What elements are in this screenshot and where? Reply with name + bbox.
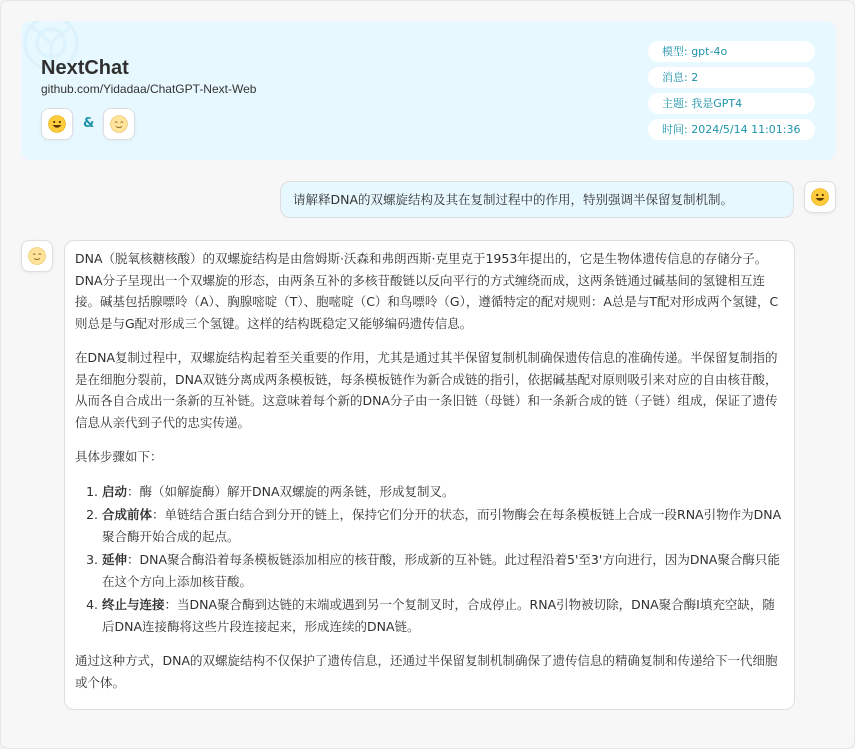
app-subtitle-link[interactable]: github.com/Yidadaa/ChatGPT-Next-Web	[41, 82, 257, 96]
grinning-face-icon	[811, 188, 829, 206]
steps-list	[75, 481, 784, 638]
smiling-face-icon	[28, 247, 46, 265]
step-label: 启动	[102, 483, 128, 499]
chat-header	[21, 21, 836, 160]
user-avatar-button[interactable]	[41, 108, 73, 140]
bot-conclusion: 通过这种方式，DNA的双螺旋结构不仅保护了遗传信息，还通过半保留复制机制确保了遗传信息的精确复制和传递给下一代细胞或个体。	[75, 653, 778, 690]
step-text: ：当DNA聚合酶到达链的末端或遇到另一个复制叉时，合成停止。RNA引物被切除，DNA聚合酶I填充空缺，随后DNA连接酶将这些片段连接起来，形成连续的DNA链。	[102, 597, 775, 634]
app-title: NextChat	[41, 57, 129, 79]
step-text: ：酶（如解旋酶）解开DNA双螺旋的两条链，形成复制叉。	[127, 483, 455, 499]
step-item	[102, 504, 784, 547]
bot-steps-intro: 具体步骤如下：	[75, 449, 163, 464]
user-message-avatar	[804, 181, 836, 213]
step-text: ：单链结合蛋白结合到分开的链上，保持它们分开的状态，而引物酶会在每条模板链上合成一段RNA引物作为DNA聚合酶开始合成的起点。	[102, 507, 782, 544]
ampersand-separator: &	[83, 116, 95, 131]
bot-paragraph-structure: DNA（脱氧核糖核酸）的双螺旋结构是由詹姆斯·沃森和弗朗西斯·克里克于1953年提出的，它是生物体遗传信息的存储分子。DNA分子呈现出一个双螺旋的形态，由两条互补的多核苷酸链以反向平行的方式缠绕而成，这两条链通过碱基间的氢键相互连接。碱基包括腺嘌呤（A）、胸腺嘧啶（T）、胞嘧啶（C）和鸟嘌呤（G），遵循特定的配对规则：A总是与T配对形成两个氢键，C则总是与G配对形成三个氢键。这样的结构既稳定又能够编码遗传信息。	[75, 251, 779, 331]
grinning-face-icon	[48, 115, 66, 133]
bot-message-avatar	[21, 240, 53, 272]
smiling-face-icon	[110, 115, 128, 133]
topic-badge: 主题: 我是GPT4	[648, 93, 815, 114]
bot-avatar-button[interactable]	[103, 108, 135, 140]
model-badge: 模型: gpt-4o	[648, 41, 815, 62]
step-label: 延伸	[102, 552, 128, 567]
step-item	[102, 549, 784, 592]
step-label: 终止与连接	[102, 597, 165, 612]
step-item	[102, 594, 784, 637]
user-message: 请解释DNA的双螺旋结构及其在复制过程中的作用，特别强调半保留复制机制。	[280, 181, 794, 218]
step-text: ：DNA聚合酶沿着每条模板链添加相应的核苷酸，形成新的互补链。此过程沿着5'至3'方向进行，因为DNA聚合酶只能在这个方向上添加核苷酸。	[102, 552, 780, 589]
timestamp-badge: 时间: 2024/5/14 11:01:36	[648, 119, 815, 140]
message-count-badge: 消息: 2	[648, 67, 815, 88]
step-item	[102, 481, 784, 503]
step-label: 合成前体	[102, 507, 153, 522]
bot-message	[64, 240, 795, 710]
bot-paragraph-replication: 在DNA复制过程中，双螺旋结构起着至关重要的作用，尤其是通过其半保留复制机制确保遗传信息的准确传递。半保留复制指的是在细胞分裂前，DNA双链分离成两条模板链，每条模板链作为新合成链的指引，依据碱基配对原则吸引来对应的自由核苷酸，从而各自合成出一条新的互补链。这意味着每个新的DNA分子由一条旧链（母链）和一条新合成的链（子链）组成，保证了遗传信息从亲代到子代的忠实传递。	[75, 350, 778, 430]
